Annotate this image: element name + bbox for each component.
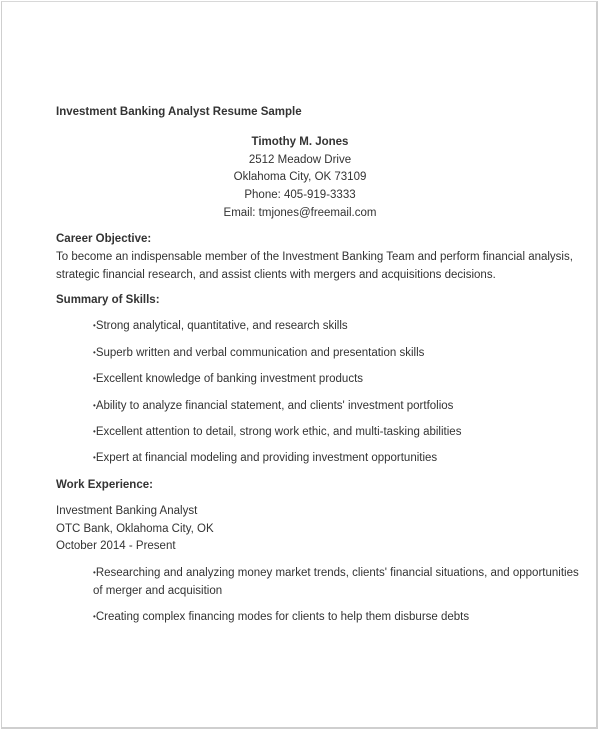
skill-item: • Excellent knowledge of banking investment products: [93, 373, 363, 385]
skill-item: • Superb written and verbal communication and presentation skills: [93, 347, 424, 359]
contact-address-line2: Oklahoma City, OK 73109: [233, 171, 367, 183]
contact-name: Timothy M. Jones: [251, 136, 349, 148]
work-experience-heading: Work Experience:: [56, 479, 153, 491]
job-company: OTC Bank, Oklahoma City, OK: [56, 523, 214, 535]
contact-email: Email: tmjones@freemail.com: [223, 207, 377, 219]
career-objective-line: To become an indispensable member of the Investment Banking Team and perform financial analysis,: [56, 251, 573, 263]
job-title: Investment Banking Analyst: [56, 505, 198, 517]
skills-heading: Summary of Skills:: [56, 294, 160, 306]
contact-address-line1: 2512 Meadow Drive: [248, 154, 352, 166]
job-duty: • Creating complex financing modes for clients to help them disburse debts: [93, 611, 469, 623]
document-title: Investment Banking Analyst Resume Sample: [56, 106, 302, 118]
career-objective-heading: Career Objective:: [56, 233, 152, 245]
job-dates: October 2014 - Present: [56, 540, 176, 552]
skill-item: • Ability to analyze financial statement, and clients' investment portfolios: [93, 400, 453, 412]
skill-item: • Expert at financial modeling and providing investment opportunities: [93, 452, 437, 464]
contact-phone: Phone: 405-919-3333: [244, 189, 356, 201]
skill-item: • Strong analytical, quantitative, and research skills: [93, 320, 348, 332]
job-duty-continuation: of merger and acquisition: [93, 585, 223, 597]
career-objective-line: strategic financial research, and assist clients with mergers and acquisitions decisions.: [56, 269, 496, 281]
job-duty: • Researching and analyzing money market trends, clients' financial situations, and opportunities: [93, 567, 579, 579]
skill-item: • Excellent attention to detail, strong work ethic, and multi-tasking abilities: [93, 426, 461, 438]
